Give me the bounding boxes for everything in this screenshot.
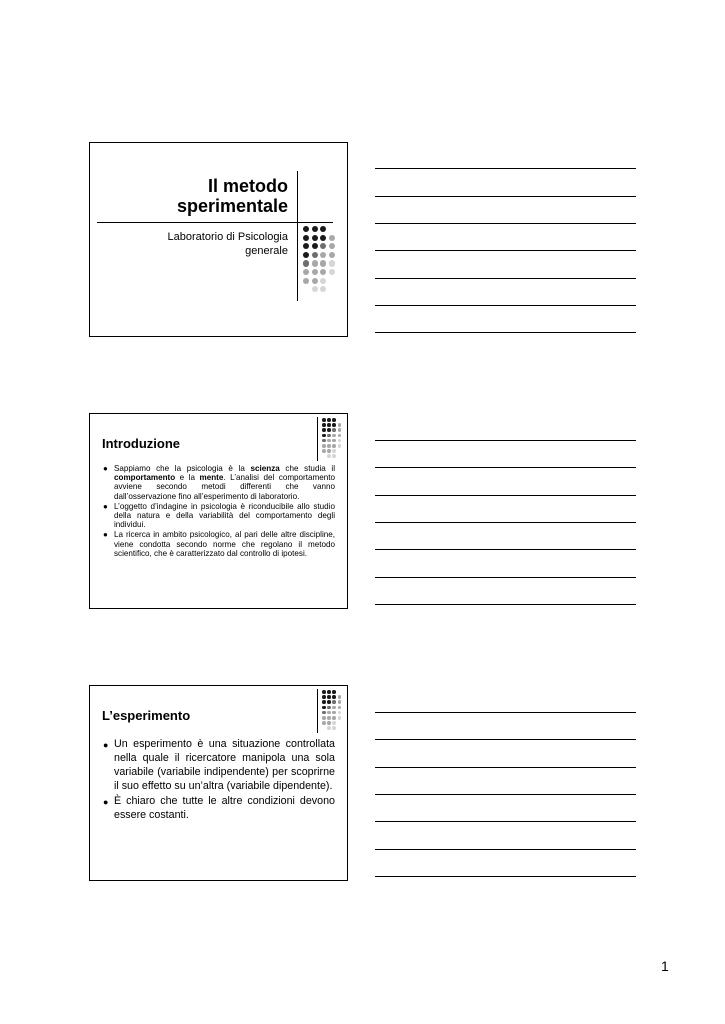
note-line: [375, 767, 636, 768]
decorative-dot: [322, 716, 326, 720]
decorative-dot: [332, 700, 336, 704]
decorative-dot: [320, 226, 326, 232]
decorative-dot: [303, 226, 309, 232]
bullet-text: che studia il: [279, 464, 335, 473]
bullet-item: [102, 464, 335, 501]
note-line: [375, 168, 636, 169]
decorative-dot: [312, 252, 318, 258]
note-line: [375, 549, 636, 550]
note-line: [375, 522, 636, 523]
decorative-dot: [332, 690, 336, 694]
decorative-dot: [338, 434, 342, 438]
note-line: [375, 821, 636, 822]
decorative-dot: [312, 260, 318, 266]
decorative-dot: [327, 439, 331, 443]
decorative-dot: [320, 260, 326, 266]
decorative-dot: [338, 423, 342, 427]
decorative-dot: [303, 260, 309, 266]
bullet-item: [102, 502, 335, 530]
decorative-dot: [312, 278, 318, 284]
decorative-dot: [303, 269, 309, 275]
note-line: [375, 223, 636, 224]
decorative-dot: [338, 711, 342, 715]
decorative-dot: [322, 423, 326, 427]
horizontal-divider: [97, 222, 333, 223]
decorative-dot: [322, 706, 326, 710]
slide-2-bullet-list: [102, 464, 335, 559]
decorative-dot: [327, 695, 331, 699]
decorative-dot: [338, 700, 342, 704]
bullet-icon: ●: [103, 464, 108, 473]
decorative-dot: [327, 690, 331, 694]
decorative-dot: [322, 700, 326, 704]
decorative-dot: [320, 252, 326, 258]
decorative-dot: [327, 716, 331, 720]
decorative-dot: [332, 695, 336, 699]
decorative-dot: [303, 252, 309, 258]
title-line-1: Il metodo: [208, 176, 288, 196]
decorative-dot: [327, 418, 331, 422]
decorative-dot: [329, 235, 335, 241]
decorative-dot: [332, 434, 336, 438]
note-line: [375, 440, 636, 441]
decorative-dot: [329, 260, 335, 266]
bullet-icon: ●: [103, 740, 109, 750]
bullet-text: Sappiamo che la psicologia è la: [114, 464, 251, 473]
decorative-dot: [327, 428, 331, 432]
decorative-dot: [329, 243, 335, 249]
decorative-dot: [327, 444, 331, 448]
decorative-dot: [303, 243, 309, 249]
note-line: [375, 794, 636, 795]
decorative-dot: [320, 243, 326, 249]
note-line: [375, 876, 636, 877]
decorative-dot: [303, 278, 309, 284]
decorative-dot: [338, 428, 342, 432]
decorative-dot: [322, 434, 326, 438]
bullet-text: Un esperimento è una situazione controllata nella quale il ricercatore manipola una sola variabile (variabile indipendente) per scoprirne il suo effetto su un’altra (variabile dipendente).: [114, 738, 335, 792]
note-line: [375, 577, 636, 578]
decorative-dot: [332, 418, 336, 422]
decorative-dot: [327, 434, 331, 438]
decorative-dot: [332, 449, 336, 453]
subtitle-line-2: generale: [245, 245, 288, 257]
bullet-text: e la: [175, 473, 200, 483]
decorative-dot: [312, 235, 318, 241]
decorative-dot: [338, 695, 342, 699]
bullet-text: L’oggetto d’indagine in psicologia è riconducibile allo studio della natura e della variabilità del comportamento degli individui.: [114, 501, 335, 530]
note-line: [375, 712, 636, 713]
slide-3-title: L’esperimento: [102, 708, 191, 723]
bold-term: mente: [199, 473, 224, 483]
decorative-dot: [322, 439, 326, 443]
slide-3-bullet-list: [102, 737, 335, 823]
bullet-item: [102, 737, 335, 793]
slide-2-title: Introduzione: [102, 436, 180, 451]
decorative-dot: [329, 252, 335, 258]
decorative-dot: [332, 454, 336, 458]
decorative-dot: [303, 235, 309, 241]
decorative-dot: [327, 700, 331, 704]
decorative-dot: [332, 423, 336, 427]
decorative-dot: [338, 439, 342, 443]
decorative-dot: [322, 690, 326, 694]
decorative-dot: [320, 286, 326, 292]
decorative-dot: [322, 428, 326, 432]
decorative-dot: [312, 226, 318, 232]
decorative-dot: [332, 721, 336, 725]
vertical-divider: [297, 171, 298, 301]
decorative-dot: [322, 444, 326, 448]
decorative-dot: [327, 706, 331, 710]
bullet-icon: ●: [103, 797, 109, 807]
bullet-text: È chiaro che tutte le altre condizioni devono essere costanti.: [114, 795, 335, 821]
decorative-dot: [332, 444, 336, 448]
bold-term: scienza: [250, 464, 280, 473]
decorative-dot: [322, 449, 326, 453]
decorative-dot: [332, 706, 336, 710]
page-number: 1: [661, 958, 669, 974]
slide-3-esperimento: [89, 685, 348, 881]
slide-1-subtitle: [168, 230, 288, 258]
slide-2-introduzione: [89, 413, 348, 609]
bullet-icon: ●: [103, 530, 108, 540]
decorative-dot: [327, 721, 331, 725]
bullet-text: La ricerca in ambito psicologico, al pari delle altre discipline, viene condotta secondo norme che regolano il metodo scientifico, che è caratterizzato dal controllo di ipotesi.: [114, 530, 335, 558]
title-line-2: sperimentale: [176, 196, 288, 216]
decorative-dot: [327, 711, 331, 715]
decorative-dot: [332, 428, 336, 432]
decorative-dot: [320, 235, 326, 241]
bullet-item: [102, 530, 335, 558]
decorative-dot: [322, 711, 326, 715]
decorative-dot: [338, 706, 342, 710]
note-line: [375, 495, 636, 496]
bold-term: comportamento: [114, 473, 176, 483]
decorative-dot: [332, 711, 336, 715]
bullet-icon: ●: [103, 501, 108, 511]
bullet-text: . L’analisi del comportamento avviene secondo metodi differenti che vanno dall’osservazione fino all’esperimento di laboratorio.: [114, 473, 335, 501]
decorative-dot: [312, 286, 318, 292]
decorative-dot: [332, 439, 336, 443]
note-line: [375, 196, 636, 197]
decorative-dot: [322, 695, 326, 699]
subtitle-line-1: Laboratorio di Psicologia: [167, 231, 288, 243]
note-line: [375, 305, 636, 306]
note-line: [375, 332, 636, 333]
decorative-dot: [327, 423, 331, 427]
note-line: [375, 739, 636, 740]
decorative-dot: [320, 269, 326, 275]
decorative-dot: [312, 243, 318, 249]
decorative-dot: [338, 444, 342, 448]
decorative-dot: [320, 278, 326, 284]
bullet-item: [102, 794, 335, 822]
note-line: [375, 278, 636, 279]
note-line: [375, 467, 636, 468]
slide-1-heading: [177, 176, 288, 216]
decorative-dot: [332, 716, 336, 720]
decorative-dot: [327, 726, 331, 730]
vertical-divider: [317, 417, 318, 461]
decorative-dot: [338, 716, 342, 720]
slide-1-title: [89, 142, 348, 337]
decorative-dot: [312, 269, 318, 275]
decorative-dot: [327, 449, 331, 453]
vertical-divider: [317, 689, 318, 733]
decorative-dot: [329, 269, 335, 275]
note-line: [375, 849, 636, 850]
decorative-dot: [322, 721, 326, 725]
decorative-dot: [327, 454, 331, 458]
note-line: [375, 604, 636, 605]
decorative-dot: [322, 418, 326, 422]
decorative-dot: [332, 726, 336, 730]
note-line: [375, 250, 636, 251]
